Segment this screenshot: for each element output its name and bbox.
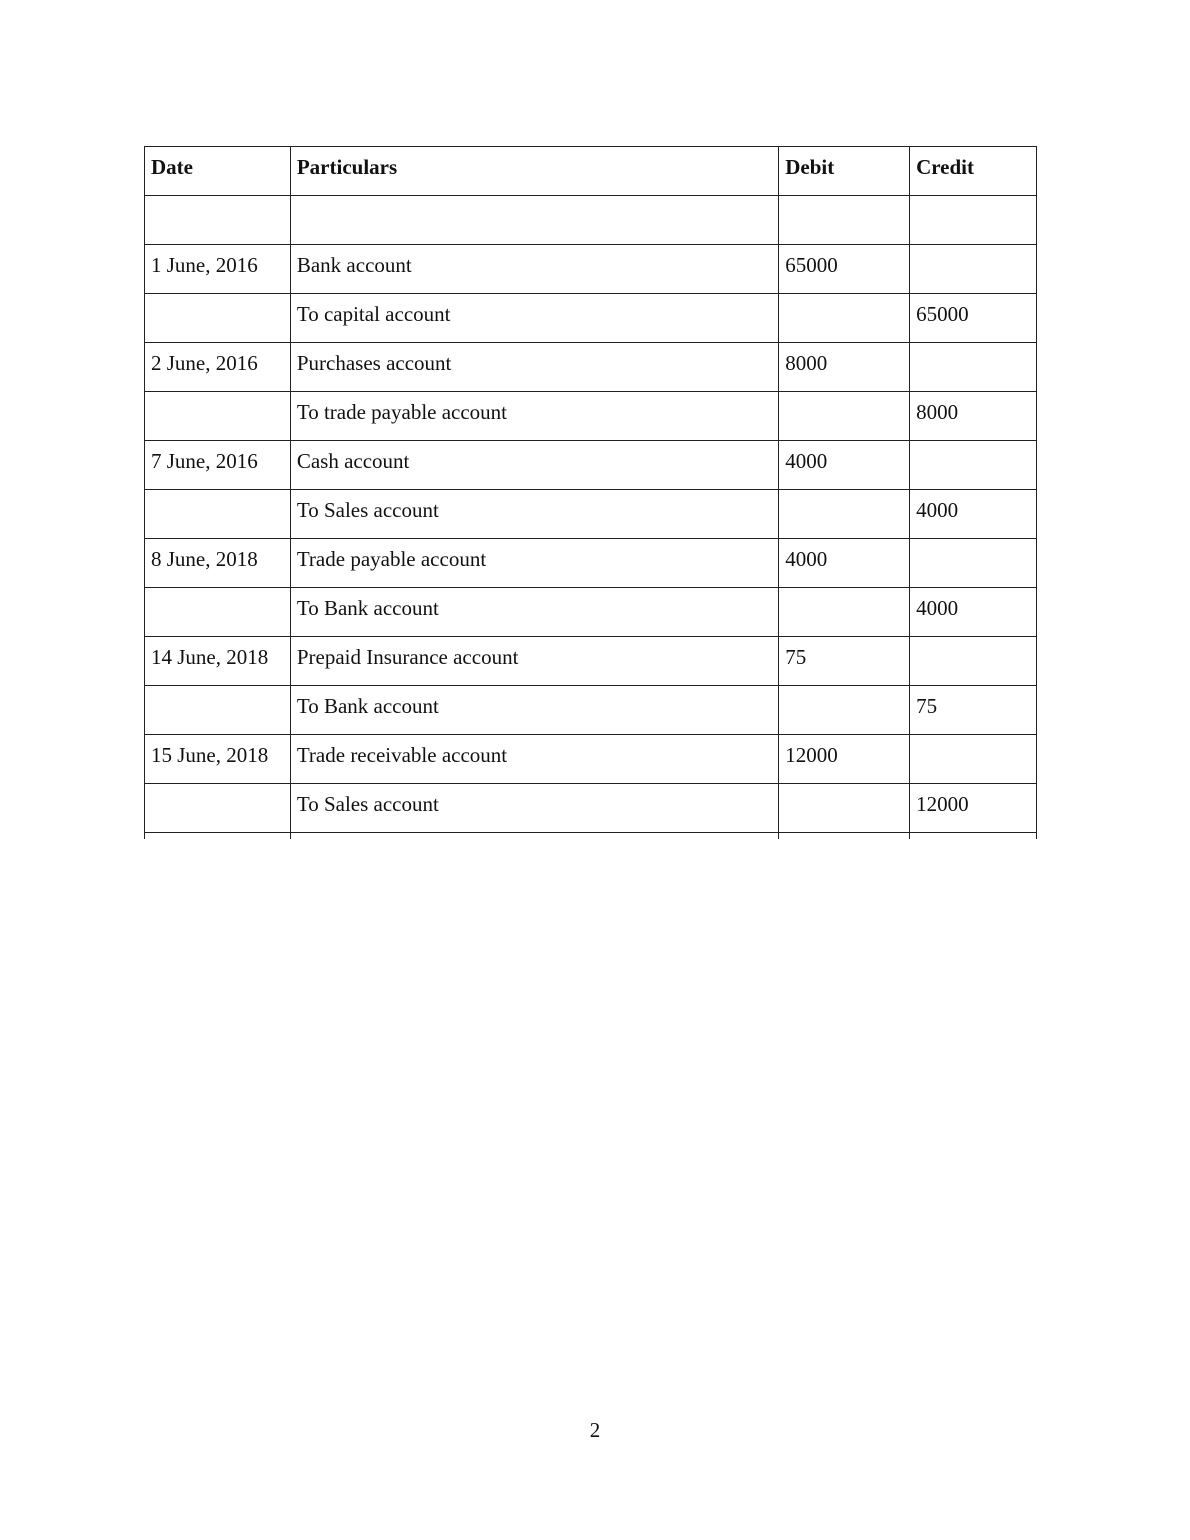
cell-date: 7 June, 2016: [145, 441, 291, 490]
table-row: [145, 245, 1037, 294]
cell-credit: 75: [910, 686, 1037, 735]
cell-debit: [779, 490, 910, 539]
cell-credit: [910, 343, 1037, 392]
table-row: [145, 588, 1037, 637]
table-row: [145, 294, 1037, 343]
table-row: [145, 686, 1037, 735]
cell-debit: 4000: [779, 441, 910, 490]
cell-date: 15 June, 2018: [145, 735, 291, 784]
cell-date: [145, 784, 291, 833]
cell-particulars: Bank account: [290, 245, 778, 294]
header-date: Date: [145, 147, 291, 196]
cell-debit: 12000: [779, 735, 910, 784]
table-row: [145, 784, 1037, 833]
cell-credit: [910, 539, 1037, 588]
cell-particulars: To trade payable account: [290, 392, 778, 441]
cell-debit: [779, 686, 910, 735]
page-number: 2: [589, 1418, 601, 1442]
cell-particulars: Purchases account: [290, 343, 778, 392]
cell-debit: [779, 392, 910, 441]
continuation-cell: [290, 833, 778, 839]
cell-particulars: Trade receivable account: [290, 735, 778, 784]
table-row: [145, 539, 1037, 588]
cell-particulars: Prepaid Insurance account: [290, 637, 778, 686]
cell-debit: 8000: [779, 343, 910, 392]
cell-debit: [779, 588, 910, 637]
cell-credit: [910, 196, 1037, 245]
table-row: [145, 637, 1037, 686]
cell-date: 8 June, 2018: [145, 539, 291, 588]
cell-credit: 12000: [910, 784, 1037, 833]
cell-debit: 4000: [779, 539, 910, 588]
cell-particulars: To Sales account: [290, 490, 778, 539]
cell-particulars: Trade payable account: [290, 539, 778, 588]
cell-debit: 65000: [779, 245, 910, 294]
cell-credit: [910, 245, 1037, 294]
cell-debit: 75: [779, 637, 910, 686]
cell-debit: [779, 784, 910, 833]
journal-table: [144, 146, 1037, 839]
cell-debit: [779, 196, 910, 245]
cell-particulars: To Bank account: [290, 686, 778, 735]
continuation-cell: [910, 833, 1037, 839]
table-row: [145, 196, 1037, 245]
cell-credit: [910, 441, 1037, 490]
cell-date: [145, 294, 291, 343]
table-row: [145, 490, 1037, 539]
cell-date: [145, 490, 291, 539]
header-row: [145, 147, 1037, 196]
cell-credit: 65000: [910, 294, 1037, 343]
cell-credit: [910, 735, 1037, 784]
header-credit: Credit: [910, 147, 1037, 196]
cell-particulars: [290, 196, 778, 245]
cell-particulars: To capital account: [290, 294, 778, 343]
cell-date: 14 June, 2018: [145, 637, 291, 686]
table-row: [145, 441, 1037, 490]
cell-date: 2 June, 2016: [145, 343, 291, 392]
cell-date: [145, 686, 291, 735]
cell-debit: [779, 294, 910, 343]
table-row: [145, 735, 1037, 784]
table-row: [145, 392, 1037, 441]
continuation-cell: [779, 833, 910, 839]
table-row: [145, 343, 1037, 392]
header-debit: Debit: [779, 147, 910, 196]
cell-credit: 4000: [910, 490, 1037, 539]
continuation-cell: [145, 833, 291, 839]
cell-date: 1 June, 2016: [145, 245, 291, 294]
cell-date: [145, 588, 291, 637]
header-particulars: Particulars: [290, 147, 778, 196]
table-continuation: [145, 833, 1037, 839]
cell-date: [145, 392, 291, 441]
cell-particulars: To Sales account: [290, 784, 778, 833]
cell-credit: [910, 637, 1037, 686]
cell-particulars: To Bank account: [290, 588, 778, 637]
cell-credit: 4000: [910, 588, 1037, 637]
cell-particulars: Cash account: [290, 441, 778, 490]
cell-date: [145, 196, 291, 245]
cell-credit: 8000: [910, 392, 1037, 441]
